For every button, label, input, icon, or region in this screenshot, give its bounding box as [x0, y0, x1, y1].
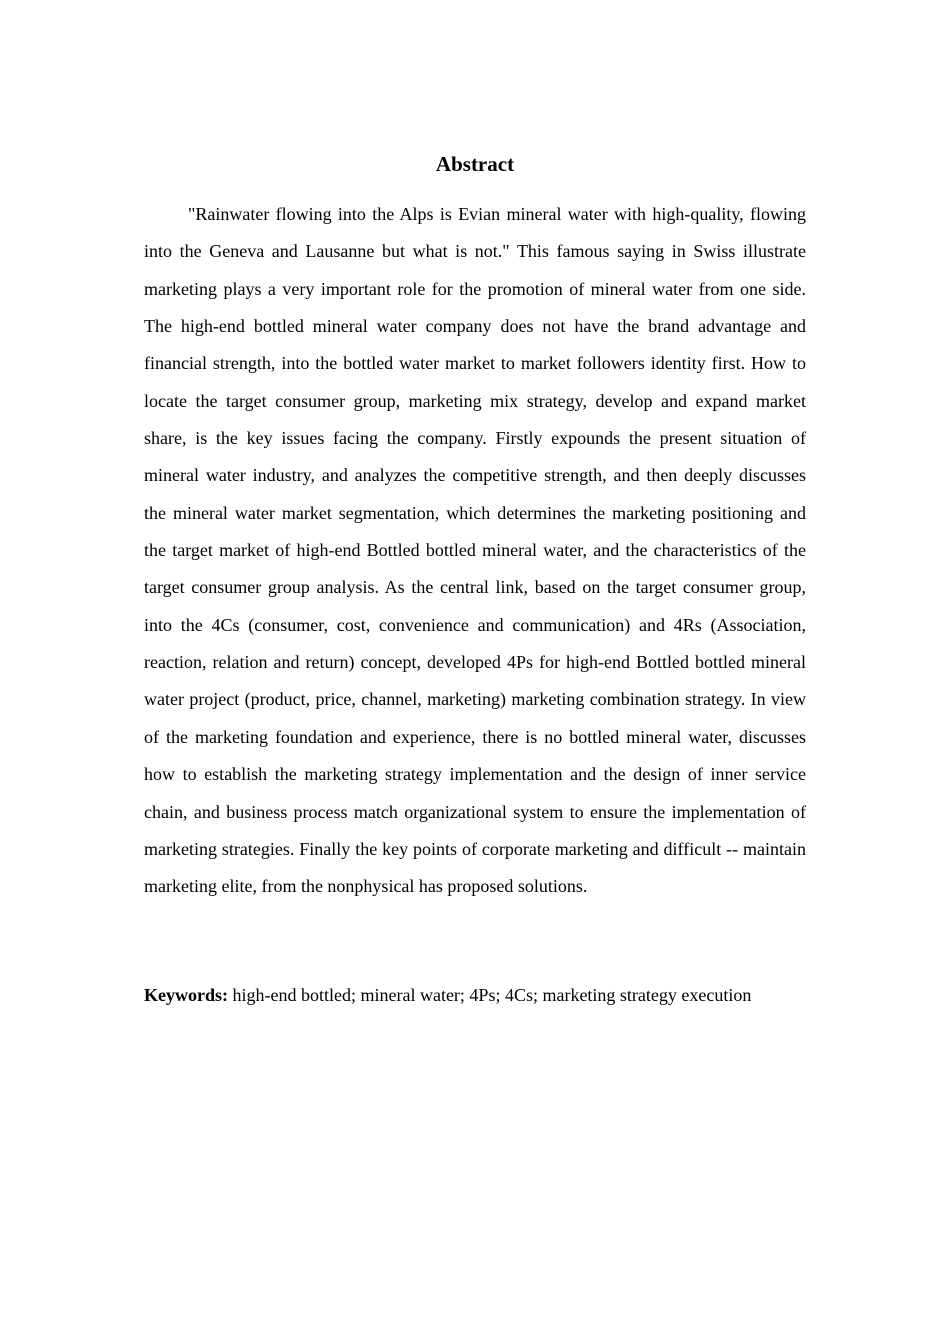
- keywords-text: high-end bottled; mineral water; 4Ps; 4Cs; marketing strategy execution: [228, 985, 752, 1005]
- abstract-heading: Abstract: [435, 152, 515, 176]
- keywords-label: Keywords:: [144, 985, 228, 1005]
- keywords-line: [144, 979, 844, 1011]
- abstract-paragraph: "Rainwater flowing into the Alps is Evian mineral water with high-quality, flowing into the Geneva and Lausanne but what is not." This famous saying in Swiss illustrate marketing plays a very important role for the promotion of mineral water from one side. The high-end bottled mineral water company does not have the brand advantage and financial strength, into the bottled water market to market followers identity first. How to locate the target consumer group, marketing mix strategy, develop and expand market share, is the key issues facing the company. Firstly expounds the present situation of mineral water industry, and analyzes the competitive strength, and then deeply discusses the mineral water market segmentation, which determines the marketing positioning and the target market of high-end Bottled bottled mineral water, and the characteristics of the target consumer group analysis. As the central link, based on the target consumer group, into the 4Cs (consumer, cost, convenience and communication) and 4Rs (Association, reaction, relation and return) concept, developed 4Ps for high-end Bottled bottled mineral water project (product, price, channel, marketing) marketing combination strategy. In view of the marketing foundation and experience, there is no bottled mineral water, discusses how to establish the marketing strategy implementation and the design of inner service chain, and business process match organizational system to ensure the implementation of marketing strategies. Finally the key points of corporate marketing and difficult -- maintain marketing elite, from the nonphysical has proposed solutions.: [144, 204, 806, 897]
